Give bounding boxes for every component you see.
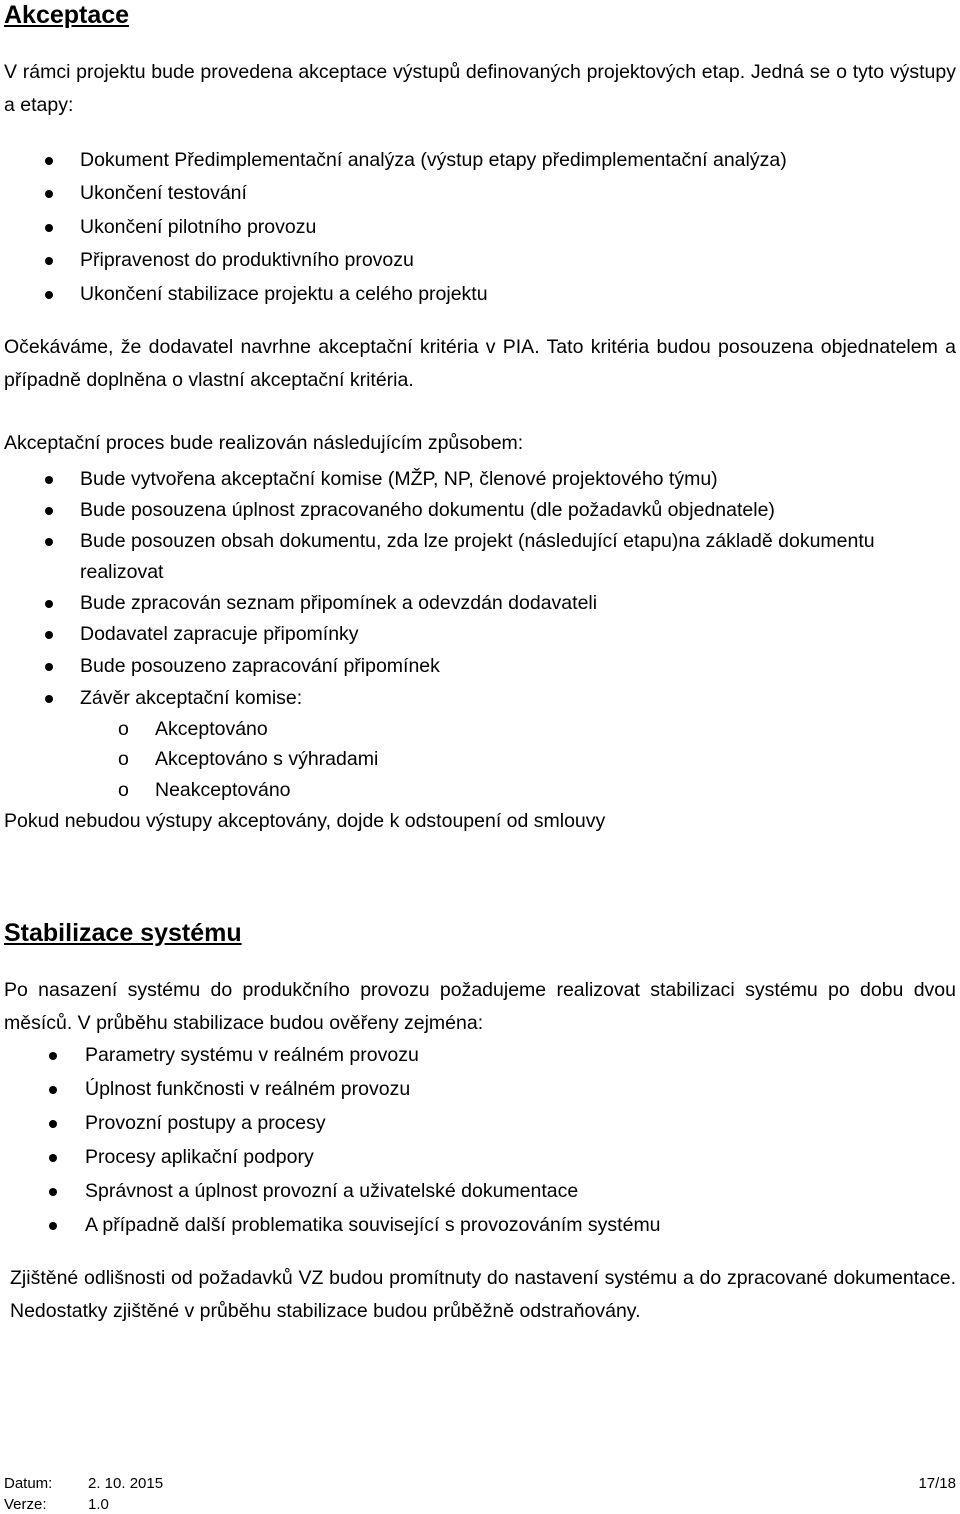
sub-bullet-marker: o <box>118 748 129 770</box>
stabilizace-intro: Po nasazení systému do produkčního provozu požadujeme realizovat stabilizaci systému po dobu dvou měsíců. V průběhu stabilizace budou ověřeny zejména: <box>4 979 956 1034</box>
bullet-icon <box>45 224 53 232</box>
list-item: A případně další problematika související s provozováním systému <box>85 1214 661 1236</box>
list-item: Procesy aplikační podpory <box>85 1146 314 1168</box>
list-item: Ukončení pilotního provozu <box>80 216 317 238</box>
list-item: Připravenost do produktivního provozu <box>80 249 414 271</box>
process-intro: Akceptační proces bude realizován následujícím způsobem: <box>4 432 524 454</box>
bullet-icon <box>45 190 53 198</box>
bullet-icon <box>49 1052 57 1060</box>
list-item: Úplnost funkčnosti v reálném provozu <box>85 1078 411 1100</box>
section-heading-stabilizace: Stabilizace systému <box>4 919 242 947</box>
akceptace-expectation: Očekáváme, že dodavatel navrhne akceptační kritéria v PIA. Tato kritéria budou posouzena objednatelem a případně doplněna o vlastní akceptační kritéria. <box>4 336 956 391</box>
bullet-icon <box>45 538 53 546</box>
list-item: Správnost a úplnost provozní a uživatelské dokumentace <box>85 1180 579 1202</box>
list-item: Parametry systému v reálném provozu <box>85 1044 419 1066</box>
footer-version-label: Verze: <box>4 1496 47 1513</box>
list-item: Ukončení testování <box>80 182 247 204</box>
section-heading-akceptace: Akceptace <box>4 1 130 29</box>
footer-date-label: Datum: <box>4 1475 53 1492</box>
akceptace-closing: Pokud nebudou výstupy akceptovány, dojde k odstoupení od smlouvy <box>4 810 606 832</box>
list-item-continuation: realizovat <box>80 561 164 583</box>
bullet-icon <box>45 476 53 484</box>
bullet-icon <box>45 600 53 608</box>
list-item: Závěr akceptační komise: <box>80 687 303 709</box>
list-item: Bude posouzena úplnost zpracovaného dokumentu (dle požadavků objednatele) <box>80 499 775 521</box>
list-item: Dodavatel zapracuje připomínky <box>80 623 359 645</box>
footer-date-value: 2. 10. 2015 <box>88 1475 164 1492</box>
bullet-icon <box>49 1188 57 1196</box>
bullet-icon <box>49 1154 57 1162</box>
bullet-icon <box>45 507 53 515</box>
sub-list-item: Neakceptováno <box>155 779 291 801</box>
bullet-icon <box>45 157 53 165</box>
bullet-icon <box>45 291 53 299</box>
list-item: Provozní postupy a procesy <box>85 1112 326 1134</box>
sub-bullet-marker: o <box>118 718 129 740</box>
list-item: Bude vytvořena akceptační komise (MŽP, NP, členové projektového týmu) <box>80 468 718 490</box>
bullet-icon <box>49 1120 57 1128</box>
bullet-icon <box>49 1086 57 1094</box>
footer-page-number: 17/18 <box>918 1475 956 1492</box>
bullet-icon <box>45 631 53 639</box>
sub-bullet-marker: o <box>118 779 129 801</box>
footer-version-value: 1.0 <box>88 1496 109 1513</box>
list-item: Bude zpracován seznam připomínek a odevzdán dodavateli <box>80 592 598 614</box>
akceptace-intro: V rámci projektu bude provedena akceptace výstupů definovaných projektových etap. Jedná se o tyto výstupy a etapy: <box>4 61 956 116</box>
list-item: Ukončení stabilizace projektu a celého projektu <box>80 283 488 305</box>
sub-list-item: Akceptováno <box>155 718 268 740</box>
sub-list-item: Akceptováno s výhradami <box>155 748 379 770</box>
bullet-icon <box>49 1222 57 1230</box>
bullet-icon <box>45 257 53 265</box>
bullet-icon <box>45 663 53 671</box>
bullet-icon <box>45 695 53 703</box>
list-item: Dokument Předimplementační analýza (výstup etapy předimplementační analýza) <box>80 149 787 171</box>
list-item: Bude posouzen obsah dokumentu, zda lze projekt (následující etapu)na základě dokumentu <box>80 530 875 552</box>
list-item: Bude posouzeno zapracování připomínek <box>80 655 440 677</box>
stabilizace-closing: Zjištěné odlišnosti od požadavků VZ budou promítnuty do nastavení systému a do zpracované dokumentace. Nedostatky zjištěné v průběhu stabilizace budou průběžně odstraňovány. <box>10 1267 956 1322</box>
